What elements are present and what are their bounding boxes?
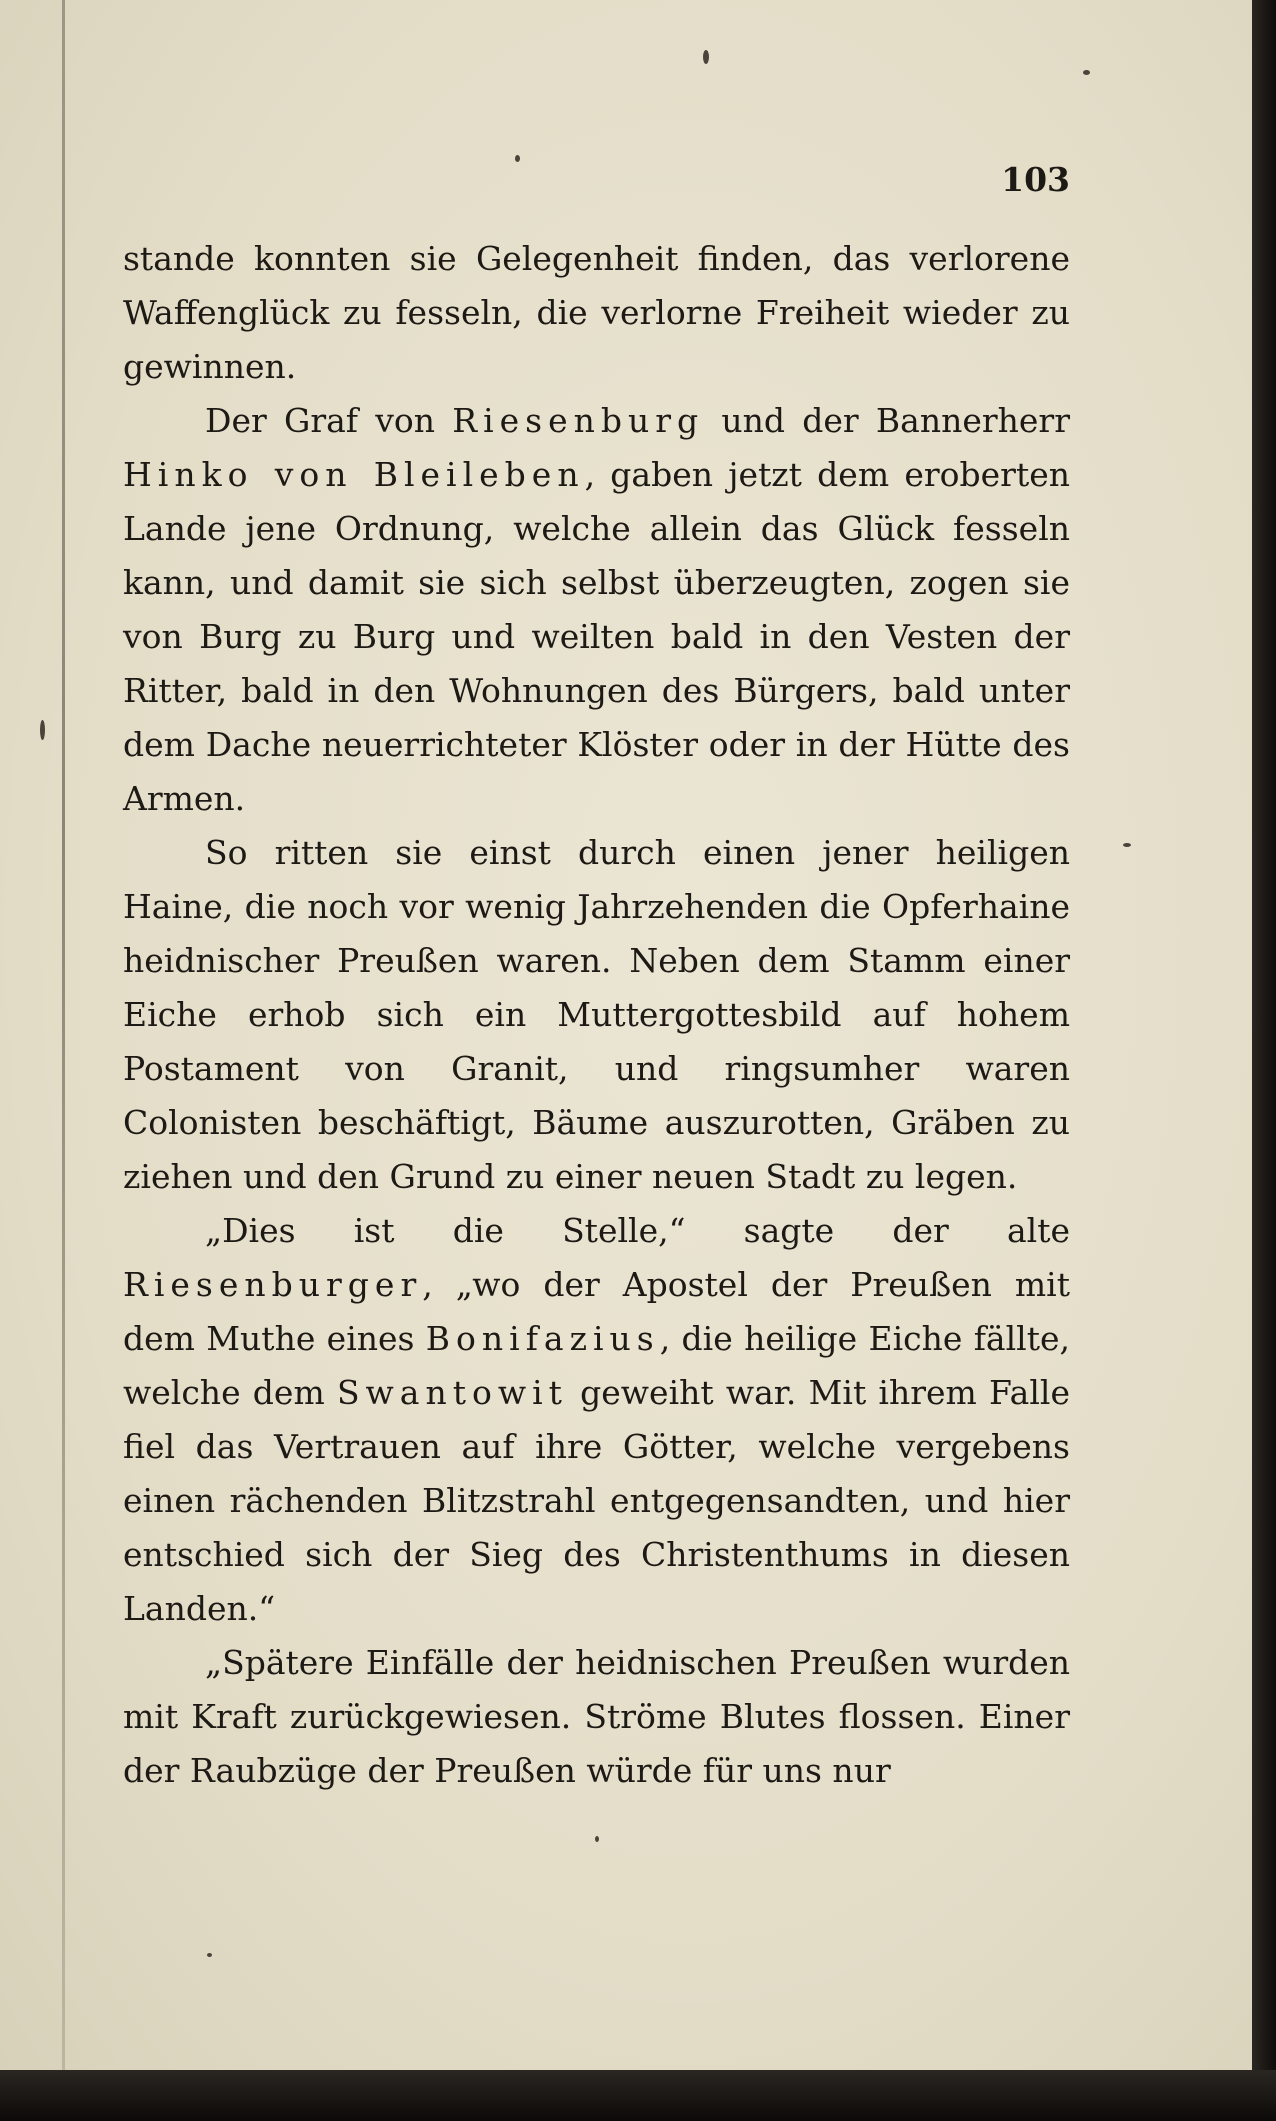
text-segment: , die heilige Eiche fällte, welche dem: [123, 1319, 1070, 1412]
scan-border-bottom: [0, 2070, 1276, 2121]
text-segment: „Spätere Einfälle der heidnischen Preußen wurden mit Kraft zurückgewiesen. Ströme Blutes flossen. Einer der Raubzüge der Preußen würde für uns nur: [123, 1643, 1070, 1790]
ink-speck: [207, 1953, 212, 1957]
ink-speck: [40, 720, 45, 740]
page-edge-line: [62, 0, 65, 2070]
ink-speck: [703, 50, 709, 64]
ink-speck: [1123, 843, 1131, 847]
text-segment: , „wo der Apostel der Preußen mit dem Muthe eines: [123, 1265, 1070, 1358]
page-number: 103: [1001, 160, 1070, 199]
text-segment: So ritten sie einst durch einen jener heiligen Haine, die noch vor wenig Jahrzehenden die Opferhaine heidnischer Preußen waren. Neben dem Stamm einer Eiche erhob sich ein Muttergottesbild auf hohem Postament von Granit, und ringsumher waren Colonisten beschäftigt, Bäume auszurotten, Gräben zu ziehen und den Grund zu einer neuen Stadt zu legen.: [123, 833, 1070, 1196]
scan-border-right: [1252, 0, 1276, 2121]
spaced-name: Hinko von Bleileben: [123, 455, 585, 494]
text-segment: geweiht war. Mit ihrem Falle fiel das Vertrauen auf ihre Götter, welche vergebens einen rächenden Blitzstrahl entgegensandten, und hier entschied sich der Sieg des Christenthums in diesen Landen.“: [123, 1373, 1070, 1628]
text-segment: Der Graf von: [205, 401, 453, 440]
body-text: [123, 232, 1070, 1798]
paragraph: [123, 826, 1070, 1204]
spaced-name: Bonifazius: [425, 1319, 660, 1358]
ink-speck: [1083, 70, 1090, 75]
paragraph: [123, 1636, 1070, 1798]
spaced-name: Riesenburger: [123, 1265, 423, 1304]
spaced-name: Riesenburg: [452, 401, 705, 440]
text-segment: und der Bannerherr: [704, 401, 1070, 440]
spaced-name: Swantowit: [336, 1373, 568, 1412]
ink-speck: [595, 1836, 599, 1842]
ink-speck: [515, 155, 520, 162]
text-segment: stande konnten sie Gelegenheit finden, das verlorene Waffenglück zu fesseln, die verlorne Freiheit wieder zu gewinnen.: [123, 239, 1070, 386]
paragraph: [123, 394, 1070, 826]
paragraph: [123, 232, 1070, 394]
text-segment: „Dies ist die Stelle,“ sagte der alte: [205, 1211, 1070, 1250]
text-segment: , gaben jetzt dem eroberten Lande jene Ordnung, welche allein das Glück fesseln kann, und damit sie sich selbst überzeugten, zogen sie von Burg zu Burg und weilten bald in den Vesten der Ritter, bald in den Wohnungen des Bürgers, bald unter dem Dache neuerrichteter Klöster oder in der Hütte des Armen.: [123, 455, 1070, 818]
paragraph: [123, 1204, 1070, 1636]
